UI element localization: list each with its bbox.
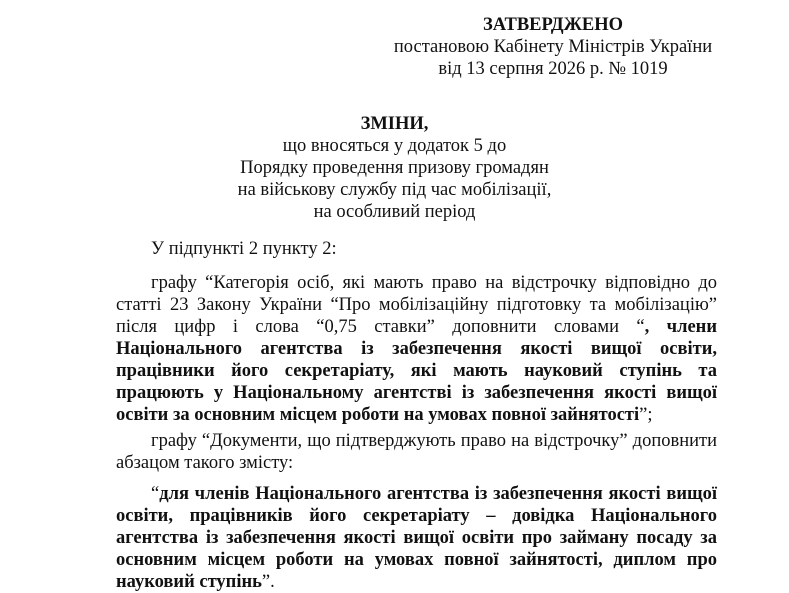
heading-line-2: що вносяться у додаток 5 до: [282, 136, 507, 156]
approval-date-number: від 13 серпня 2026 р. № 1019: [438, 59, 668, 79]
paragraph-3-inserted-text: для членів Національного агентства із забезпечення якості вищої освіти, працівників його секретаріату – довідка Національного агентства із забезпечення якості вищої освіти про займану посаду за основним місцем роботи на умовах повної зайнятості, диплом про науковий ступінь: [116, 484, 717, 592]
approval-title: ЗАТВЕРДЖЕНО: [483, 15, 623, 35]
heading-line-3: Порядку проведення призову громадян: [240, 158, 549, 178]
heading-line-4: на військову службу під час мобілізації,: [237, 180, 552, 200]
heading-title: ЗМІНИ,: [360, 114, 429, 134]
paragraph-1-text: графу “Категорія осіб, які мають право на відстрочку відповідно до статті 23 Закону України “Про мобілізаційну підготовку та мобілізацію” після цифр і слова “0,75 ставки” доповнити словами “: [116, 273, 717, 337]
intro-paragraph: У підпункті 2 пункту 2:: [151, 239, 337, 259]
paragraph-3: [116, 483, 717, 593]
approval-stamp: [383, 14, 723, 80]
paragraph-1-inserted-text: , члени Національного агентства із забезпечення якості вищої освіти, працівники його секретаріату, які мають науковий ступінь та працюють у Національному агентстві із забезпечення якості вищої освіти за основним місцем роботи на умовах повної зайнятості: [116, 317, 717, 425]
approval-authority: постановою Кабінету Міністрів України: [393, 37, 713, 57]
paragraph-1: [116, 272, 717, 426]
paragraph-1-tail: ”;: [639, 405, 653, 425]
paragraph-2: графу “Документи, що підтверджують право на відстрочку” доповнити абзацом такого змісту:: [116, 431, 717, 473]
heading-line-5: на особливий період: [313, 202, 476, 222]
document-heading: [0, 113, 789, 223]
paragraph-3-close-quote: ”.: [261, 572, 275, 592]
paragraph-3-open-quote: “: [151, 484, 160, 504]
